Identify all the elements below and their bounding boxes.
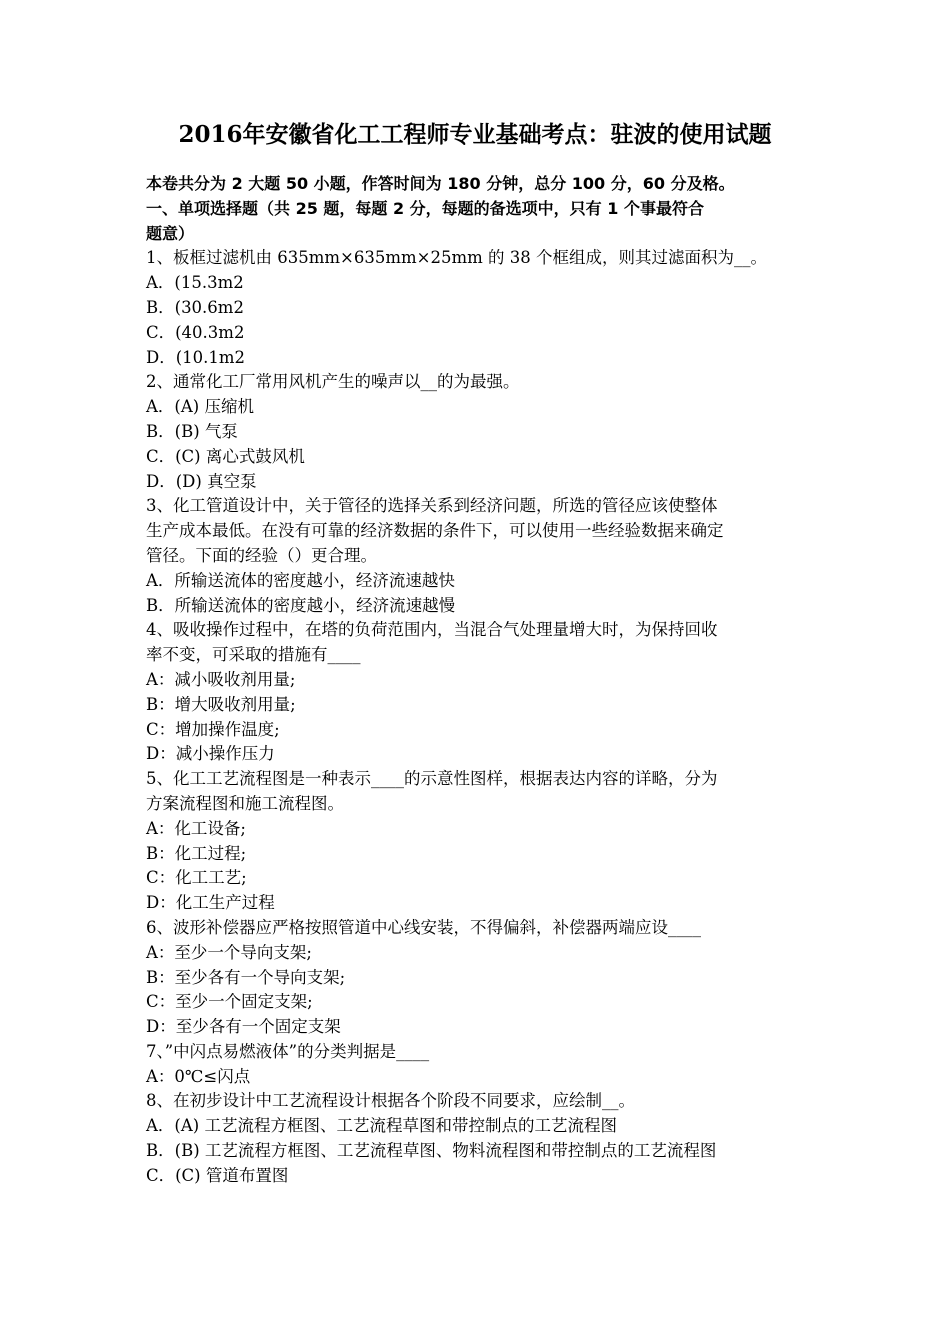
text-line: 本卷共分为 2 大题 50 小题，作答时间为 180 分钟，总分 100 分，60 分及格。	[146, 174, 735, 193]
text-line: C．(40.3m2	[146, 322, 245, 342]
text-line: C．(C) 管道布置图	[146, 1165, 289, 1185]
text-line: 5、化工工艺流程图是一种表示____的示意性图样，根据表达内容的详略，分为	[146, 769, 718, 789]
text-line: 2、通常化工厂常用风机产生的噪声以__的为最强。	[146, 372, 520, 392]
text-line: A．(A) 压缩机	[146, 397, 254, 417]
text-line: 方案流程图和施工流程图。	[146, 793, 344, 813]
text-line: 1、板框过滤机由 635mm×635mm×25mm 的 38 个框组成，则其过滤面积为__。	[146, 248, 767, 268]
text-line: B．所输送流体的密度越小，经济流速越慢	[146, 595, 456, 615]
text-line: C：至少一个固定支架;	[146, 992, 313, 1012]
text-line: B：化工过程;	[146, 843, 247, 863]
text-line: A：减小吸收剂用量;	[146, 669, 296, 689]
text-line: B．(B) 工艺流程方框图、工艺流程草图、物料流程图和带控制点的工艺流程图	[146, 1141, 717, 1161]
text-line: 题意）	[146, 223, 195, 243]
text-line: 4、吸收操作过程中，在塔的负荷范围内，当混合气处理量增大时，为保持回收	[146, 620, 718, 640]
text-line: D：化工生产过程	[146, 893, 275, 913]
document-body	[146, 172, 814, 1189]
text-line: 8、在初步设计中工艺流程设计根据各个阶段不同要求，应绘制__。	[146, 1091, 635, 1111]
text-line: A．所输送流体的密度越小，经济流速越快	[146, 570, 455, 590]
text-line: 管径。下面的经验（）更合理。	[146, 545, 377, 565]
text-line: 3、化工管道设计中，关于管径的选择关系到经济问题，所选的管径应该使整体	[146, 496, 718, 516]
text-line: A：化工设备;	[146, 818, 246, 838]
text-line: D．(10.1m2	[146, 347, 246, 367]
text-line: A：0℃≤闪点	[146, 1066, 251, 1086]
text-line: 一、单项选择题（共 25 题，每题 2 分，每题的备选项中，只有 1 个事最符合	[146, 198, 704, 218]
document-title: 2016年安徽省化工工程师专业基础考点：驻波的使用试题	[178, 121, 772, 148]
text-line: C．(C) 离心式鼓风机	[146, 446, 305, 466]
text-line: B．(B) 气泵	[146, 421, 238, 441]
text-line: 7、”中闪点易燃液体”的分类判据是____	[146, 1041, 430, 1061]
text-line: 6、波形补偿器应严格按照管道中心线安装，不得偏斜，补偿器两端应设____	[146, 917, 701, 937]
text-line: B．(30.6m2	[146, 297, 244, 317]
text-line: B：至少各有一个导向支架;	[146, 967, 346, 987]
text-line: A．(15.3m2	[146, 273, 244, 293]
text-line: A．(A) 工艺流程方框图、工艺流程草图和带控制点的工艺流程图	[146, 1116, 617, 1136]
text-line: B：增大吸收剂用量;	[146, 694, 296, 714]
text-line: 生产成本最低。在没有可靠的经济数据的条件下，可以使用一些经验数据来确定	[146, 521, 724, 541]
text-line: D．(D) 真空泵	[146, 471, 257, 491]
text-line: A：至少一个导向支架;	[146, 942, 312, 962]
text-line: C：化工工艺;	[146, 868, 247, 888]
text-line: D：至少各有一个固定支架	[146, 1017, 341, 1037]
text-line: D：减小操作压力	[146, 744, 275, 764]
text-line: C：增加操作温度;	[146, 719, 280, 739]
text-line: 率不变，可采取的措施有____	[146, 645, 361, 665]
